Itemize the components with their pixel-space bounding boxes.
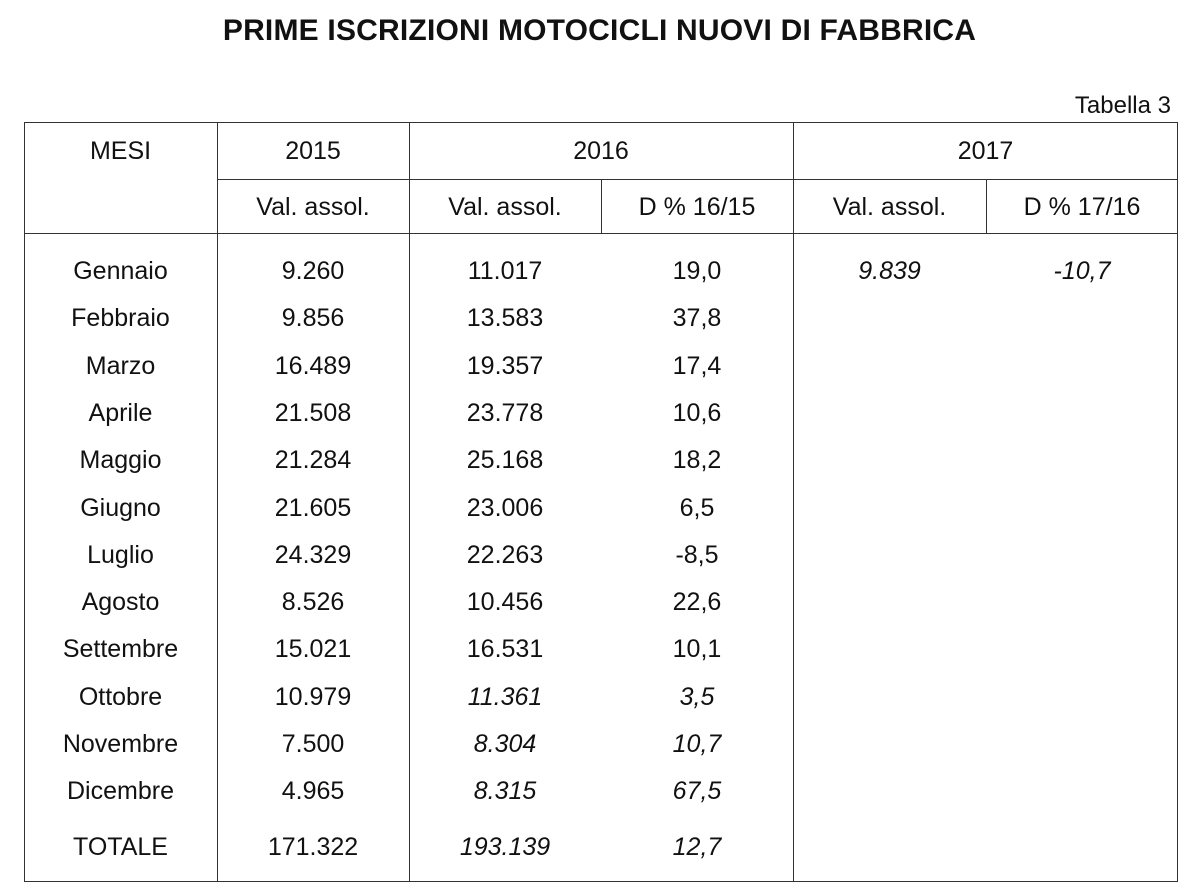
cell-delta-16-15: 67,5 (672, 777, 722, 805)
cell-delta-16-15: 17,4 (672, 352, 722, 380)
cell-month: Ottobre (78, 683, 163, 711)
cell-delta-16-15: -8,5 (675, 541, 719, 569)
cell-2015-value: 21.605 (274, 494, 352, 522)
cell-month: Luglio (87, 541, 154, 569)
cell-delta-16-15: 37,8 (672, 304, 722, 332)
cell-2016-value: 11.017 (467, 257, 543, 285)
cell-delta-16-15: 10,7 (672, 730, 722, 758)
cell-2016-value: 23.778 (466, 399, 544, 427)
cell-month: Marzo (85, 352, 156, 380)
cell-2016-value: 22.263 (466, 541, 544, 569)
cell-2015-value: 9.856 (281, 304, 345, 332)
header-subdivider (217, 179, 1178, 180)
cell-2016-value: 8.315 (473, 777, 537, 805)
cell-2015-value: 10.979 (274, 683, 352, 711)
cell-2015-value: 9.260 (281, 257, 345, 285)
cell-delta-16-15: 19,0 (672, 257, 722, 285)
page-title: PRIME ISCRIZIONI MOTOCICLI NUOVI DI FABBRICA (222, 14, 977, 47)
header-year-2015: 2015 (285, 137, 341, 165)
cell-month: Dicembre (67, 777, 174, 805)
cell-2015-value: 21.284 (274, 446, 352, 474)
cell-2016-value: 10.456 (466, 588, 544, 616)
cell-delta-16-15: 10,1 (672, 635, 722, 663)
cell-2015-value: 24.329 (274, 541, 352, 569)
col-divider-2016 (793, 122, 794, 882)
cell-month: Agosto (81, 588, 160, 616)
cell-month: Febbraio (71, 304, 170, 332)
cell-month: Gennaio (73, 257, 168, 285)
header-year-2017: 2017 (957, 137, 1014, 165)
header-bottom-rule (24, 233, 1178, 234)
cell-2015-value: 8.526 (281, 588, 345, 616)
total-2016-value: 193.139 (459, 833, 551, 861)
cell-2015-value: 4.965 (281, 777, 345, 805)
header-delta-17-16: D % 17/16 (1023, 193, 1141, 221)
cell-delta-16-15: 3,5 (679, 683, 715, 711)
cell-month: Giugno (80, 494, 161, 522)
cell-delta-17-16: -10,7 (1053, 257, 1111, 285)
header-val-2015: Val. assol. (256, 193, 370, 221)
header-months: MESI (89, 137, 152, 165)
cell-month: Aprile (88, 399, 153, 427)
header-val-2016: Val. assol. (448, 193, 562, 221)
cell-delta-16-15: 6,5 (679, 494, 715, 522)
total-delta-16-15: 12,7 (672, 833, 722, 861)
cell-2015-value: 15.021 (274, 635, 352, 663)
cell-month: Maggio (79, 446, 162, 474)
cell-delta-16-15: 18,2 (672, 446, 722, 474)
cell-delta-16-15: 10,6 (672, 399, 722, 427)
cell-2016-value: 23.006 (466, 494, 544, 522)
total-label: TOTALE (73, 833, 168, 861)
cell-2016-value: 25.168 (466, 446, 544, 474)
cell-2016-value: 11.361 (467, 683, 543, 711)
cell-2016-value: 16.531 (466, 635, 544, 663)
cell-2015-value: 7.500 (281, 730, 345, 758)
cell-2015-value: 21.508 (274, 399, 352, 427)
header-year-2016: 2016 (573, 137, 629, 165)
cell-2016-value: 19.357 (466, 352, 544, 380)
total-2015-value: 171.322 (267, 833, 359, 861)
cell-delta-16-15: 22,6 (672, 588, 722, 616)
cell-2015-value: 16.489 (274, 352, 352, 380)
cell-month: Settembre (62, 635, 179, 663)
cell-month: Novembre (62, 730, 179, 758)
cell-2016-value: 13.583 (466, 304, 544, 332)
table-reference: Tabella 3 (1074, 92, 1171, 119)
header-val-2017: Val. assol. (832, 193, 947, 221)
cell-2017-value: 9.839 (858, 257, 921, 285)
header-delta-16-15: D % 16/15 (638, 193, 756, 221)
cell-2016-value: 8.304 (473, 730, 537, 758)
